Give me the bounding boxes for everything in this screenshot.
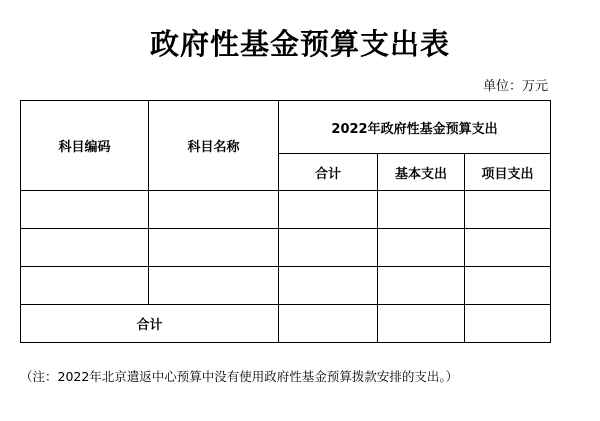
table-row — [21, 267, 551, 305]
cell-basic — [378, 267, 465, 305]
cell-code — [21, 229, 149, 267]
cell-basic — [378, 229, 465, 267]
total-row-label: 合计 — [21, 305, 279, 343]
header-budget-group: 2022年政府性基金预算支出 — [279, 101, 551, 154]
page-title: 政府性基金预算支出表 — [149, 27, 450, 61]
cell-total — [279, 191, 378, 229]
total-row-basic — [378, 305, 465, 343]
header-total: 合计 — [279, 154, 378, 191]
header-basic-expenditure: 基本支出 — [378, 154, 465, 191]
cell-basic — [378, 191, 465, 229]
budget-table — [20, 100, 551, 343]
cell-total — [279, 267, 378, 305]
total-row-total — [279, 305, 378, 343]
cell-name — [149, 267, 279, 305]
cell-name — [149, 191, 279, 229]
cell-name — [149, 229, 279, 267]
cell-code — [21, 267, 149, 305]
unit-label: 单位：万元 — [482, 79, 548, 94]
cell-project — [465, 229, 551, 267]
footnote: （注：2022年北京遣返中心预算中没有使用政府性基金预算拨款安排的支出。） — [20, 369, 459, 384]
header-subject-name: 科目名称 — [149, 101, 279, 191]
cell-code — [21, 191, 149, 229]
cell-project — [465, 191, 551, 229]
table-row — [21, 229, 551, 267]
cell-total — [279, 229, 378, 267]
total-row-project — [465, 305, 551, 343]
header-project-expenditure: 项目支出 — [465, 154, 551, 191]
header-subject-code: 科目编码 — [21, 101, 149, 191]
cell-project — [465, 267, 551, 305]
header-row-1 — [21, 101, 551, 154]
total-row — [21, 305, 551, 343]
table-row — [21, 191, 551, 229]
